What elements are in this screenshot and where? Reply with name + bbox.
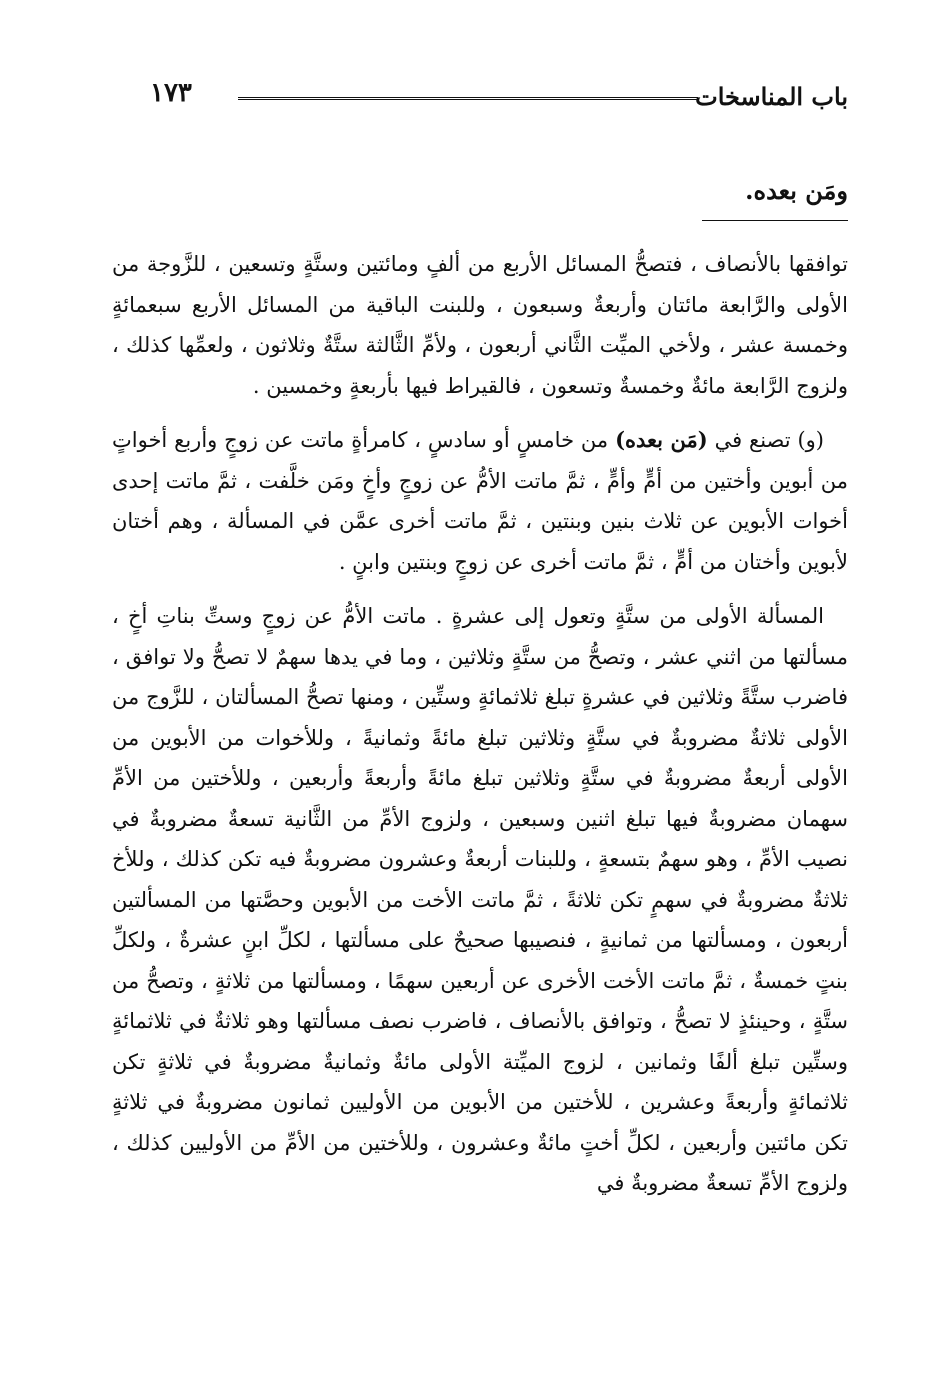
heading-rule [702,220,848,221]
chapter-title: باب المناسخات [695,82,848,111]
paragraph-2-prefix: (و) تصنع في [707,428,824,452]
paragraph-2 [112,420,848,582]
running-header [150,78,848,118]
page-number: ١٧٣ [150,78,192,108]
header-rule [238,97,698,100]
paragraph-2-text: من خامسٍ أو سادسٍ ، كامرأةٍ ماتت عن زوجٍ وأربع أخواتٍ من أبوين وأختين من أمٍّ وأمٍّ ، ثمَّ ماتت الأمُّ عن زوجٍ وأخٍ ومَن خلَّفت ، ثمَّ ماتت إحدى أخوات الأبوين عن ثلاث بنين وبنتين ، ثمَّ ماتت أخرى عمَّن في المسألة ، وهم أختان لأبوين وأختان من أمٍّ ، ثمَّ ماتت أخرى عن زوجٍ وبنتين وابنٍ . [112,428,848,574]
body-text [112,244,848,1204]
section-heading: ومَن بعده. [745,176,848,205]
paragraph-3: المسألة الأولى من ستَّةٍ وتعول إلى عشرةٍ . ماتت الأمُّ عن زوجٍ وستِّ بناتِ أخٍ ، مسألتها من اثني عشر ، وتصحُّ من ستَّةٍ وثلاثين ، وما في يدها سهمٌ لا تصحُّ ولا توافق ، فاضرب ستَّةً وثلاثين في عشرةٍ تبلغ ثلاثمائةٍ وستِّين ، ومنها تصحُّ المسألتان ، للزَّوج من الأولى ثلاثةٌ مضروبةٌ في ستَّةٍ وثلاثين تبلغ مائةً وثمانيةً ، وللأخوات من الأبوين من الأولى أربعةٌ مضروبةٌ في ستَّةٍ وثلاثين تبلغ مائةً وأربعةً وأربعين ، وللأختين من الأمِّ سهمان مضروبةٌ فيها تبلغ اثنين وسبعين ، ولزوج الأمِّ من الثَّانية تسعةٌ مضروبةٌ في نصيب الأمِّ ، وهو سهمٌ بتسعةٍ ، وللبنات أربعةٌ وعشرون مضروبةٌ فيه تكن كذلك ، وللأخ ثلاثةٌ مضروبةٌ في سهمٍ تكن ثلاثةً ، ثمَّ ماتت الأخت من الأبوين وحصَّتها من المسألتين أربعون ، ومسألتها من ثمانيةٍ ، فنصيبها صحيحٌ على مسألتها ، لكلِّ ابنٍ عشرةٌ ، ولكلِّ بنتٍ خمسةٌ ، ثمَّ ماتت الأخت الأخرى عن أربعين سهمًا ، ومسألتها من ثلاثةٍ ، وتصحُّ من ستَّةٍ ، وحينئذٍ لا تصحُّ ، وتوافق بالأنصاف ، فاضرب نصف مسألتها وهو ثلاثةٌ في ثلاثمائةٍ وستِّين تبلغ ألفًا وثمانين ، لزوج الميِّتة الأولى مائةٌ وثمانيةٌ مضروبةٌ في ثلاثةٍ تكن ثلاثمائةٍ وأربعةً وعشرين ، للأختين من الأبوين من الأوليين ثمانون مضروبةٌ في ثلاثةٍ تكن مائتين وأربعين ، لكلِّ أختٍ مائةٌ وعشرون ، وللأختين من الأمِّ من الأوليين كذلك ، ولزوج الأمِّ تسعةٌ مضروبةٌ في [112,604,848,1195]
paragraph-1: توافقها بالأنصاف ، فتصحُّ المسائل الأربع من ألفٍ ومائتين وستَّةٍ وتسعين ، للزَّوجة من الأولى والرَّابعة مائتان وأربعةٌ وسبعون ، وللبنت الباقية من المسائل الأربع سبعمائةٍ وخمسة عشر ، ولأخي الميِّت الثَّاني أربعون ، ولأمِّ الثَّالثة ستَّةٌ وثلاثون ، ولعمِّها كذلك ، ولزوج الرَّابعة مائةٌ وخمسةٌ وتسعون ، فالقيراط فيها بأربعةٍ وخمسين . [112,252,848,398]
paragraph-2-bold-term: (مَن بعده) [615,427,708,452]
